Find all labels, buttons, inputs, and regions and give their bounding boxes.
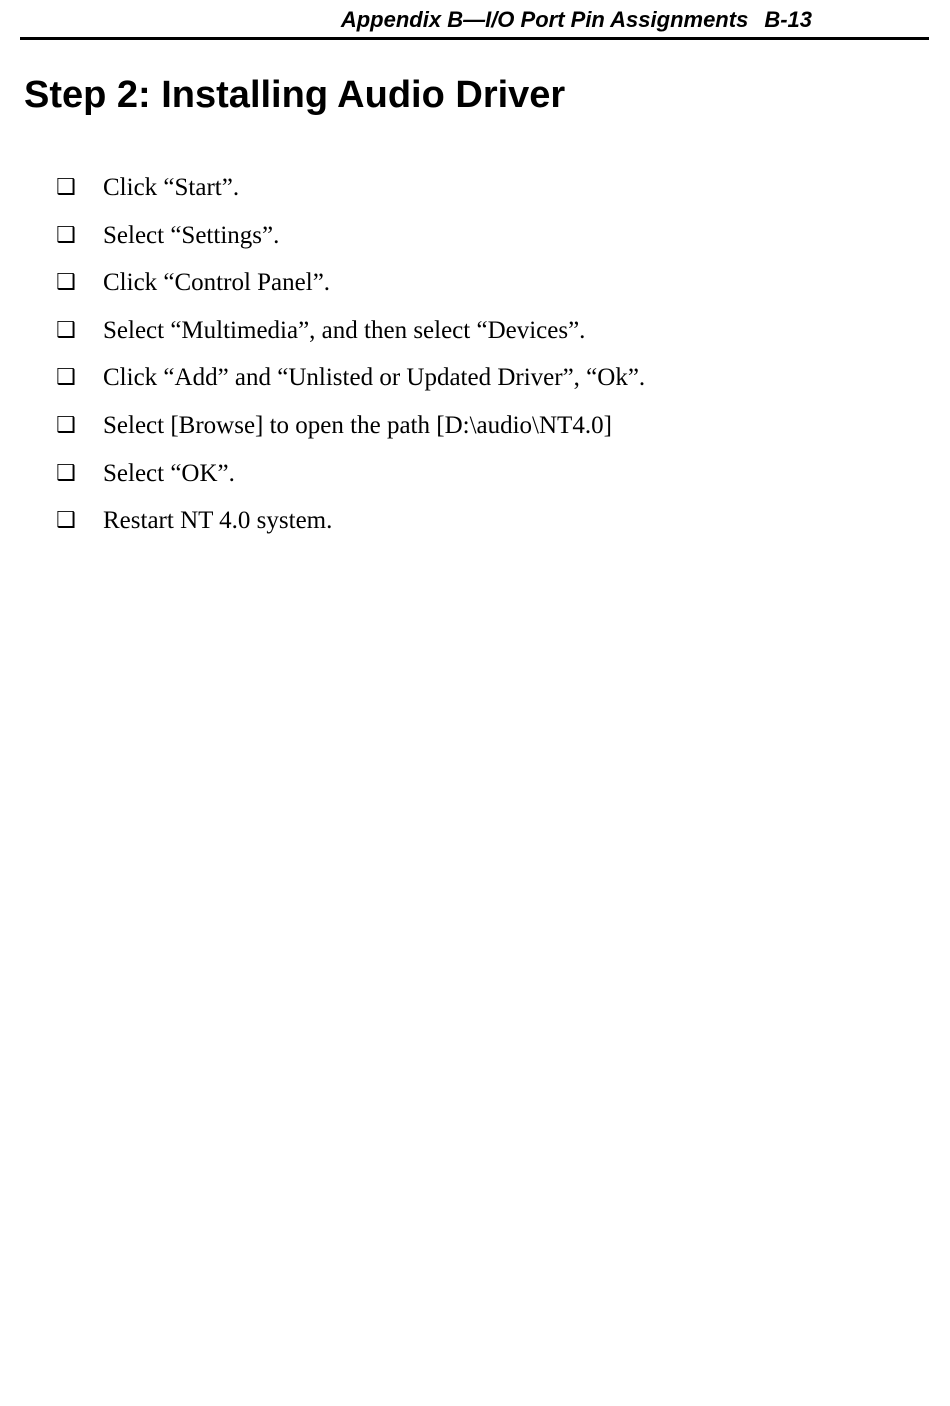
hollow-box-bullet-icon: ❑ <box>56 412 76 438</box>
hollow-box-bullet-icon: ❑ <box>56 460 76 486</box>
hollow-box-bullet-icon: ❑ <box>56 175 76 200</box>
step-text: Select “Multimedia”, and then select “Devices”. <box>103 316 586 344</box>
hollow-box-bullet-icon: ❑ <box>56 508 76 534</box>
step-text: Select [Browse] to open the path [D:\audio\NT4.0] <box>103 411 612 439</box>
step-text: Select “Settings”. <box>103 221 280 249</box>
running-title: Appendix B—I/O Port Pin Assignments <box>340 7 749 32</box>
hollow-box-bullet-icon: ❑ <box>56 365 76 391</box>
running-header-text <box>341 6 812 34</box>
step-text: Select “OK”. <box>103 459 235 487</box>
hollow-box-bullet-icon: ❑ <box>56 317 76 343</box>
page-number: B-13 <box>764 7 812 32</box>
page-title: Step 2: Installing Audio Driver <box>24 74 566 116</box>
step-text: Click “Control Panel”. <box>103 269 331 297</box>
running-header <box>0 0 950 40</box>
step-text: Click “Start”. <box>103 174 240 201</box>
step-text: Restart NT 4.0 system. <box>103 507 333 535</box>
header-rule <box>20 37 929 40</box>
step-text: Click “Add” and “Unlisted or Updated Driver”, “Ok”. <box>103 364 646 392</box>
hollow-box-bullet-icon: ❑ <box>56 270 76 296</box>
hollow-box-bullet-icon: ❑ <box>56 222 76 248</box>
